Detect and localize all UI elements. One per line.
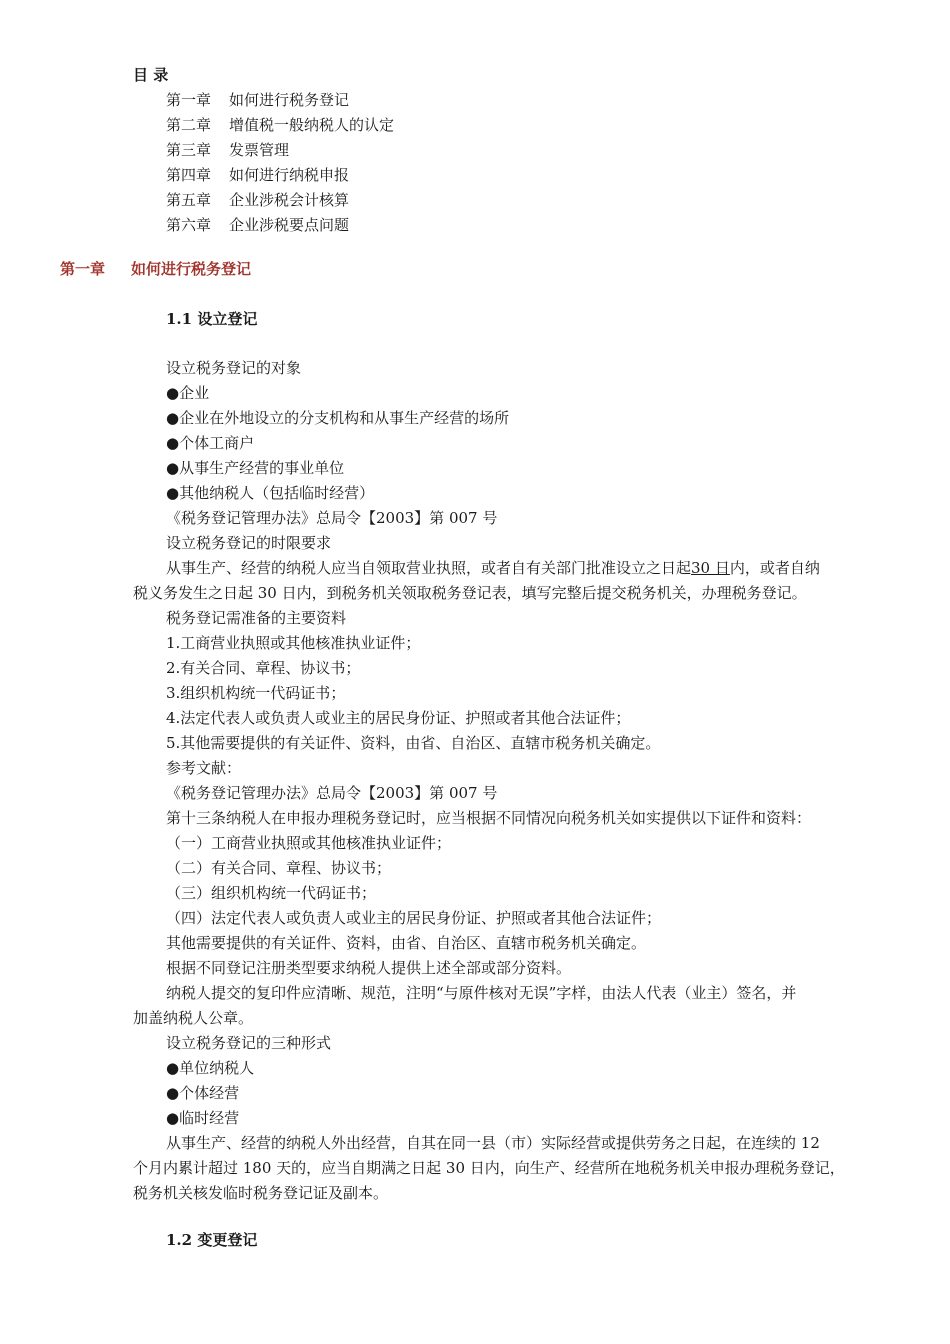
toc-item xyxy=(166,163,349,188)
toc-item-num: 第五章 xyxy=(166,191,212,209)
bullet-item: ●企业在外地设立的分支机构和从事生产经营的场所 xyxy=(166,409,510,427)
subheading: 设立税务登记的三种形式 xyxy=(166,1034,332,1052)
paragraph-line: 纳税人提交的复印件应清晰、规范，注明“与原件核对无误”字样，由法人代表（业主）签名，并 xyxy=(166,984,797,1002)
bullet-item: ●个体工商户 xyxy=(166,434,255,452)
toc-item-text: 发票管理 xyxy=(229,141,290,159)
chapter-title: 如何进行税务登记 xyxy=(131,260,252,278)
toc-item xyxy=(166,113,394,138)
paragraph-line: 根据不同登记注册类型要求纳税人提供上述全部或部分资料。 xyxy=(166,959,572,977)
text-run: 内，或者自纳 xyxy=(729,559,820,577)
regulation-reference: 《税务登记管理办法》总局令【2003】第 007 号 xyxy=(166,509,498,527)
paragraph-line: 其他需要提供的有关证件、资料，由省、自治区、直辖市税务机关确定。 xyxy=(166,934,647,952)
bullet-item: ●个体经营 xyxy=(166,1084,240,1102)
list-item: 1.工商营业执照或其他核准执业证件； xyxy=(166,634,421,652)
toc-item xyxy=(166,213,349,238)
toc-item xyxy=(166,138,289,163)
toc-item-text: 如何进行税务登记 xyxy=(229,91,350,109)
list-item: （四）法定代表人或负责人或业主的居民身份证、护照或者其他合法证件； xyxy=(166,909,662,927)
toc-item-text: 如何进行纳税申报 xyxy=(229,166,350,184)
underlined-deadline: 30 日 xyxy=(691,559,730,577)
subheading: 参考文献： xyxy=(166,759,242,777)
toc-item-text: 企业涉税要点问题 xyxy=(229,216,350,234)
toc-item-num: 第三章 xyxy=(166,141,212,159)
subheading: 设立税务登记的时限要求 xyxy=(166,534,332,552)
chapter-heading xyxy=(60,257,251,282)
paragraph-line: 加盖纳税人公章。 xyxy=(133,1009,254,1027)
list-item: 3.组织机构统一代码证书； xyxy=(166,684,346,702)
list-item: （一）工商营业执照或其他核准执业证件； xyxy=(166,834,452,852)
toc-item-num: 第六章 xyxy=(166,216,212,234)
paragraph-line xyxy=(166,556,820,581)
section-heading: 1.2 变更登记 xyxy=(166,1231,258,1249)
toc-item-num: 第四章 xyxy=(166,166,212,184)
subheading: 税务登记需准备的主要资料 xyxy=(166,609,347,627)
section-heading: 1.1 设立登记 xyxy=(166,310,258,328)
toc-item-text: 增值税一般纳税人的认定 xyxy=(229,116,395,134)
bullet-item: ●临时经营 xyxy=(166,1109,240,1127)
toc-item xyxy=(166,188,349,213)
regulation-reference: 《税务登记管理办法》总局令【2003】第 007 号 xyxy=(166,784,498,802)
list-item: （三）组织机构统一代码证书； xyxy=(166,884,377,902)
bullet-item: ●企业 xyxy=(166,384,210,402)
bullet-item: ●其他纳税人（包括临时经营） xyxy=(166,484,375,502)
paragraph-line: 从事生产、经营的纳税人外出经营，自其在同一县（市）实际经营或提供劳务之日起，在连续的 12 xyxy=(166,1134,820,1152)
chapter-number: 第一章 xyxy=(60,260,106,278)
toc-item-num: 第一章 xyxy=(166,91,212,109)
paragraph-line: 个月内累计超过 180 天的，应当自期满之日起 30 日内，向生产、经营所在地税务机关申报办理税务登记， xyxy=(133,1159,845,1177)
paragraph-line: 税义务发生之日起 30 日内，到税务机关领取税务登记表，填写完整后提交税务机关，办理税务登记。 xyxy=(133,584,807,602)
subheading: 设立税务登记的对象 xyxy=(166,359,302,377)
toc-title: 目 录 xyxy=(133,66,169,84)
toc-item-num: 第二章 xyxy=(166,116,212,134)
toc-item xyxy=(166,88,349,113)
list-item: 5.其他需要提供的有关证件、资料，由省、自治区、直辖市税务机关确定。 xyxy=(166,734,661,752)
list-item: 2.有关合同、章程、协议书； xyxy=(166,659,361,677)
toc-item-text: 企业涉税会计核算 xyxy=(229,191,350,209)
bullet-item: ●单位纳税人 xyxy=(166,1059,255,1077)
list-item: 4.法定代表人或负责人或业主的居民身份证、护照或者其他合法证件； xyxy=(166,709,631,727)
paragraph-line: 第十三条纳税人在申报办理税务登记时，应当根据不同情况向税务机关如实提供以下证件和资料： xyxy=(166,809,812,827)
list-item: （二）有关合同、章程、协议书； xyxy=(166,859,392,877)
bullet-item: ●从事生产经营的事业单位 xyxy=(166,459,345,477)
paragraph-line: 税务机关核发临时税务登记证及副本。 xyxy=(133,1184,389,1202)
text-run: 从事生产、经营的纳税人应当自领取营业执照，或者自有关部门批准设立之日起 xyxy=(166,559,692,577)
